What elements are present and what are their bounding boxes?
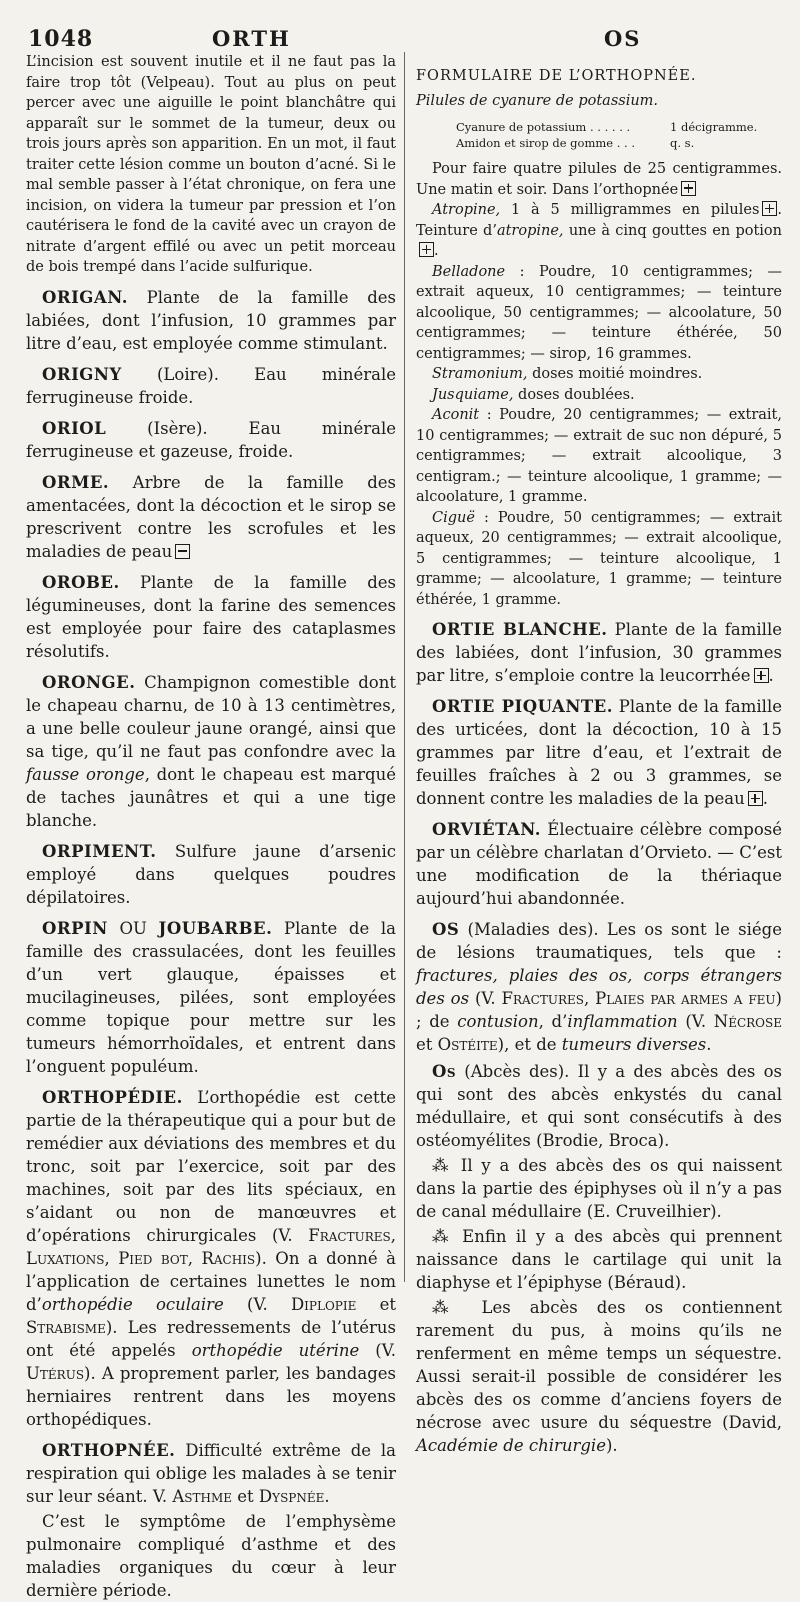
entry-term: ORIOL — [42, 418, 107, 438]
entry-ortie-blanche: ORTIE BLANCHE. Plante de la famille des labiées, dont l’infusion, 30 grammes par litre, s’emploie contre la leucorrhée . — [416, 620, 782, 685]
entry-term: ORTIE BLANCHE. — [432, 620, 608, 639]
entry-term: Os — [432, 1062, 457, 1081]
cross-reference: Diplopie — [290, 1294, 357, 1314]
os-abces-paragraph-3: ⁂ Enfin il y a des abcès qui prennent naissance dans le cartilage qui unit la diaphyse et l’épiphyse (Béraud). — [416, 1227, 782, 1292]
cross-box-icon — [681, 181, 696, 196]
aconit-paragraph: Aconit : Poudre, 20 centigrammes; — extrait, 10 centigrammes; — extrait de suc non dépuré, 5 centigrammes; — extrait alcoolique, 3 centigram.; — teinture alcoolique, 1 gramme; — alcoolature, 1 gramme. — [416, 407, 782, 505]
cross-reference: Strabisme — [26, 1317, 106, 1337]
formula-line: Cyanure de potassium . . . . . . 1 décigramme. — [456, 120, 758, 134]
entry-term: ORVIÉTAN. — [432, 820, 542, 839]
entry-term: OROBE. — [42, 572, 120, 592]
entry-term: ORME. — [42, 472, 110, 492]
os-abces-paragraph-2: ⁂ Il y a des abcès des os qui naissent dans la partie des épiphyses où il n’y a pas de canal médullaire (E. Cruveilhier). — [416, 1156, 782, 1221]
entry-os-abces: Os (Abcès des). Il y a des abcès des os qui sont des abcès enkystés du canal médullaire, et qui sont consécutifs à des ostéomyélites (Brodie, Broca). — [416, 1062, 782, 1150]
cross-reference: Dyspnée — [258, 1486, 325, 1506]
entry-term: ORTIE PIQUANTE. — [432, 697, 614, 716]
entry-os-maladies: OS (Maladies des). Les os sont le siége de lésions traumatiques, tels que : fractures, plaies des os, corps étrangers des os (V. Fractures, Plaies par armes a feu) ; de contusion, d’inflammation (V. Nécrose et Ostéite), et de tumeurs diverses. — [416, 920, 782, 1054]
entry-term-alt: JOUBARBE. — [158, 918, 273, 938]
column-divider — [404, 52, 405, 1282]
entry-term: ORIGNY — [42, 364, 122, 384]
incision-paragraph: L’incision est souvent inutile et il ne faut pas la faire trop tôt (Velpeau). Tout au plus on peut percer avec une aiguille le point blanchâtre qui apparaît sur le sommet de la tumeur, deux ou trois jours après son apparition. En un mot, il faut traiter cette lésion comme un bouton d’acné. Si le mal semble passer à l’état chronique, on fera une incision, on videra la tumeur par pression et l’on cautérisera le fond de la cavité avec un crayon de nitrate d’argent effilé ou avec un petit morceau de bois trempé dans l’acide sulfurique. — [26, 54, 396, 275]
cross-box-icon — [762, 201, 777, 216]
atropine-paragraph: Atropine, 1 à 5 milligrammes en pilules . Teinture d’atropine, une à cinq gouttes en potion . — [416, 202, 782, 259]
entry-term: ORTHOPNÉE. — [42, 1440, 176, 1460]
page-number: 1048 — [28, 26, 94, 52]
entry-orpin: ORPIN OU JOUBARBE. Plante de la famille des crassulacées, dont les feuilles d’un vert glauque, épaisses et mucilagineuses, pilées, sont employées comme topique pour mettre sur les tumeurs hémorrhoïdales, et entrent dans l’onguent populéum. — [26, 918, 396, 1076]
cross-reference: Fractures, Luxations, Pied bot, Rachis — [26, 1225, 396, 1268]
entry-term: ORONGE. — [42, 672, 136, 692]
entry-oriol: ORIOL (Isère). Eau minérale ferrugineuse et gazeuse, froide. — [26, 418, 396, 461]
left-column — [26, 52, 396, 1602]
orthopnee-paragraph-2: C’est le symptôme de l’emphysème pulmonaire compliqué d’asthme et des maladies organiques du cœur à leur dernière période. — [26, 1511, 396, 1600]
formula-line: Amidon et sirop de gomme . . . q. s. — [456, 136, 695, 150]
stramonium-paragraph: Stramonium, doses moitié moindres. — [432, 366, 703, 382]
cross-reference: Asthme — [172, 1486, 233, 1506]
jusquiame-paragraph: Jusquiame, doses doublées. — [432, 386, 635, 403]
cross-box-icon — [754, 668, 769, 683]
cross-reference: Nécrose — [713, 1012, 782, 1031]
running-header — [24, 22, 776, 50]
left-running-title: ORTH — [212, 26, 291, 51]
entry-term: ORTHOPÉDIE. — [42, 1087, 183, 1107]
entry-term: ORIGAN. — [42, 287, 128, 307]
formulary-title: FORMULAIRE DE L’ORTHOPNÉE. — [416, 68, 697, 84]
cigue-paragraph: Ciguë : Poudre, 50 centigrammes; — extrait aqueux, 20 centigrammes; — extrait alcoolique, 5 centigrammes; — teinture alcoolique, 1 gramme; — alcoolature, 1 gramme; — teinture éthérée, 1 gramme. — [416, 509, 782, 608]
entry-orthopnee: ORTHOPNÉE. Difficulté extrême de la respiration qui oblige les malades à se tenir sur leur séant. V. Asthme et Dyspnée. — [26, 1440, 396, 1506]
entry-ortie-piquante: ORTIE PIQUANTE. Plante de la famille des urticées, dont la décoction, 10 à 15 grammes par litre d’eau, et l’extrait de feuilles fraîches à 2 ou 3 grammes, se donnent contre les maladies de la peau . — [416, 697, 782, 808]
entry-term: OS — [432, 920, 460, 939]
belladone-paragraph: Belladone : Poudre, 10 centigrammes; — extrait aqueux, 10 centigrammes; — teinture alcoolique, 50 centigrammes; — alcoolature, 50 centigrammes; — teinture éthérée, 50 centigrammes; — sirop, 16 grammes. — [416, 263, 782, 362]
entry-orobe: OROBE. Plante de la famille des légumineuses, dont la farine des semences est employée pour faire des cataplasmes résolutifs. — [26, 572, 396, 661]
formula-name: Pilules de cyanure de potassium. — [416, 92, 659, 109]
cross-box-icon — [748, 791, 763, 806]
entry-term: ORPIMENT. — [42, 841, 157, 861]
entry-oronge: ORONGE. Champignon comestible dont le chapeau charnu, de 10 à 13 centimètres, a une belle couleur jaune orangé, ainsi que sa tige, qu’il ne faut pas confondre avec la fausse oronge, dont le chapeau est marqué de taches jaunâtres et qui a une tige blanche. — [26, 672, 396, 830]
entry-origny: ORIGNY (Loire). Eau minérale ferrugineuse froide. — [26, 364, 396, 407]
entry-orpiment: ORPIMENT. Sulfure jaune d’arsenic employé dans quelques poudres dépilatoires. — [26, 841, 396, 907]
right-column — [416, 52, 782, 1457]
cross-reference: Utérus — [26, 1363, 85, 1383]
minus-box-icon — [175, 544, 190, 559]
right-running-title: OS — [604, 26, 642, 51]
os-abces-paragraph-4: ⁂ Les abcès des os contiennent rarement du pus, à moins qu’ils ne renferment en même temps un séquestre. Aussi serait-il possible de considérer les abcès des os comme d’anciens foyers de nécrose avec usure du séquestre (David, Académie de chirurgie). — [416, 1298, 782, 1455]
entry-orme: ORME. Arbre de la famille des amentacées, dont la décoction et le sirop se prescrivent contre les scrofules et les maladies de peau — [26, 472, 396, 561]
entry-orthopedie: ORTHOPÉDIE. L’orthopédie est cette partie de la thérapeutique qui a pour but de remédier aux déviations des membres et du tronc, soit par l’exercice, soit par des machines, soit par des lits spéciaux, en s’aidant ou non de manœuvres et d’opérations chirurgicales (V. Fractures, Luxations, Pied bot, Rachis). On a donné à l’application de certaines lunettes le nom d’orthopédie oculaire (V. Diplopie et Strabisme). Les redressements de l’utérus ont été appelés orthopédie utérine (V. Utérus). A proprement parler, les bandages herniaires rentrent dans les moyens orthopédiques. — [26, 1087, 396, 1429]
cross-reference: Fractures, Plaies par armes a feu — [501, 989, 776, 1008]
entry-term: ORPIN — [42, 918, 108, 938]
pills-instructions: Pour faire quatre pilules de 25 centigrammes. Une matin et soir. Dans l’orthopnée — [416, 161, 782, 198]
entry-origan: ORIGAN. Plante de la famille des labiées, dont l’infusion, 10 grammes par litre d’eau, est employée comme stimulant. — [26, 287, 396, 353]
cross-box-icon — [419, 242, 434, 257]
entry-orvietan: ORVIÉTAN. Électuaire célèbre composé par un célèbre charlatan d’Orvieto. — C’est une modification de la thériaque aujourd’hui abandonnée. — [416, 820, 782, 908]
cross-reference: Ostéite — [437, 1035, 498, 1054]
